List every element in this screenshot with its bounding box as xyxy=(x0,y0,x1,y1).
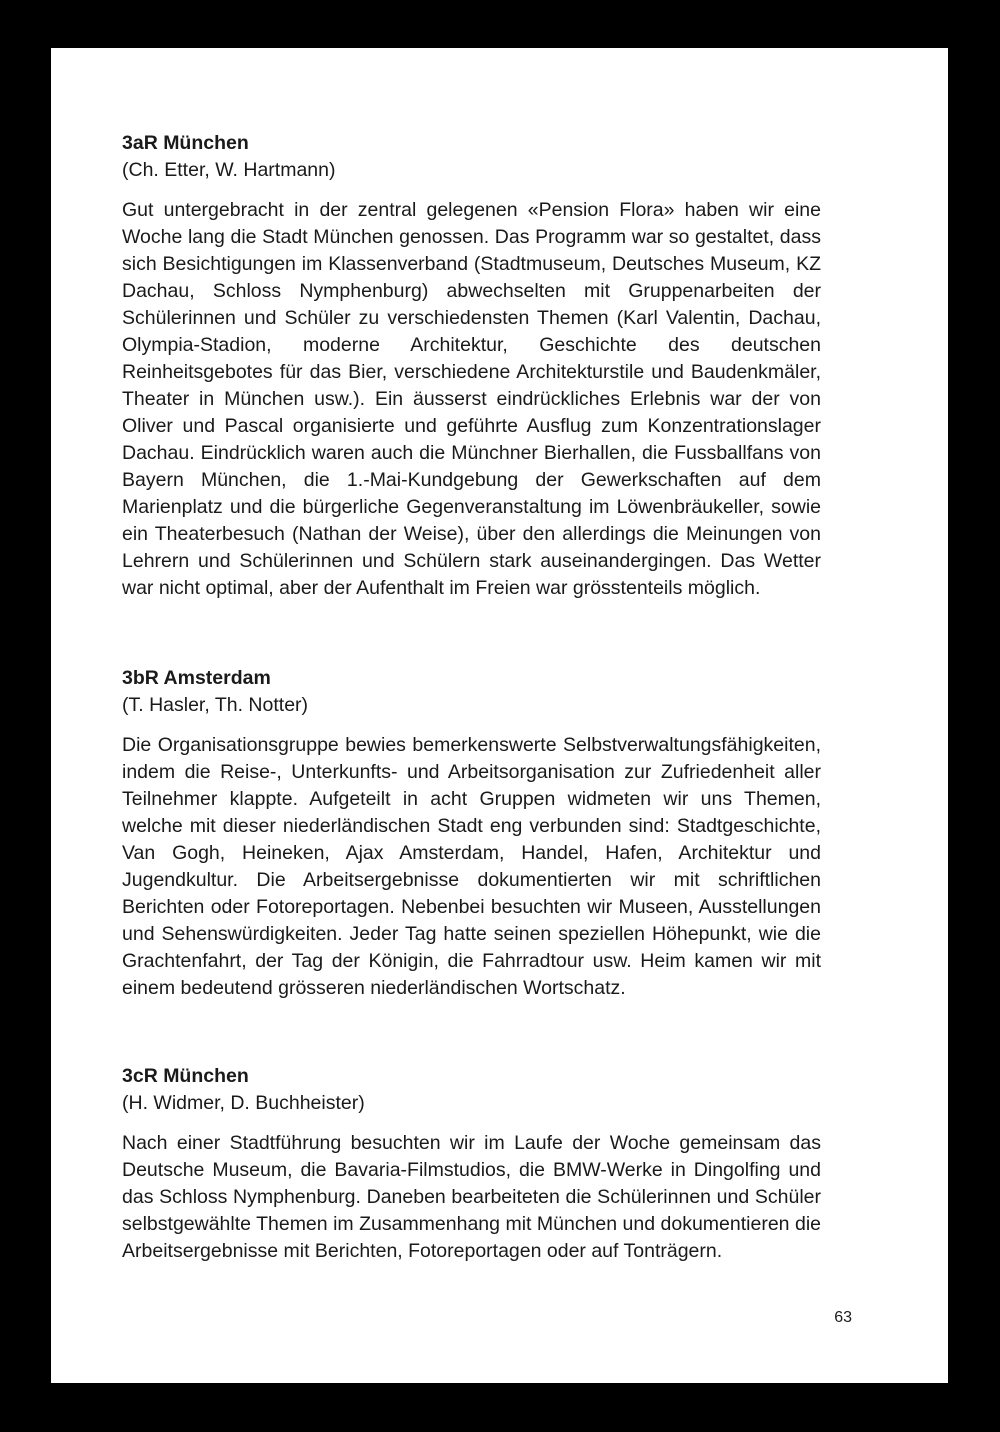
section-3cr-muenchen xyxy=(122,1063,821,1265)
section-body: Die Organisationsgruppe bewies bemerkenswerte Selbstverwaltungsfähigkeiten, indem die Reise-, Unterkunfts- und Arbeitsorganisation zur Zufriedenheit aller Teilnehmer klappte. Aufgeteilt in acht Gruppen widmeten wir uns Themen, welche mit dieser niederländischen Stadt eng verbunden sind: Stadtgeschichte, Van Gogh, Heineken, Ajax Amsterdam, Handel, Hafen, Architektur und Jugendkultur. Die Arbeitsergebnisse dokumentierten wir mit schriftlichen Berichten oder Fotoreportagen. Nebenbei besuchten wir Museen, Ausstellungen und Sehenswürdigkeiten. Jeder Tag hatte seinen speziellen Höhepunkt, wie die Grachtenfahrt, der Tag der Königin, die Fahrradtour usw. Heim kamen wir mit einem bedeutend grösseren niederländischen Wortschatz. xyxy=(122,734,821,999)
section-body: Nach einer Stadtführung besuchten wir im Laufe der Woche gemeinsam das Deutsche Museum, die Bavaria-Filmstudios, die BMW-Werke in Dingolfing und das Schloss Nymphenburg. Daneben bearbeiteten die Schülerinnen und Schüler selbstgewählte Themen im Zusammenhang mit München und dokumentieren die Arbeitsergebnisse mit Berichten, Fotoreportagen oder auf Tonträgern. xyxy=(122,1132,821,1262)
section-body: Gut untergebracht in der zentral gelegenen «Pension Flora» haben wir eine Woche lang die Stadt München genossen. Das Programm war so gestaltet, dass sich Besichtigungen im Klassenverband (Stadtmuseum, Deutsches Museum, KZ Dachau, Schloss Nymphenburg) abwechselten mit Gruppenarbeiten der Schülerinnen und Schüler zu verschiedensten Themen (Karl Valentin, Dachau, Olympia-Stadion, moderne Architektur, Geschichte des deutschen Reinheitsgebotes für das Bier, verschiedene Architekturstile und Baudenkmäler, Theater in München usw.). Ein äusserst eindrückliches Erlebnis war der von Oliver und Pascal organisierte und geführte Ausflug zum Konzentrationslager Dachau. Eindrücklich waren auch die Münchner Bierhallen, die Fussballfans von Bayern München, die 1.-Mai-Kundgebung der Gewerkschaften auf dem Marienplatz und die bürgerliche Gegenveranstaltung im Löwenbräukeller, sowie ein Theaterbesuch (Nathan der Weise), über den allerdings die Meinungen von Lehrern und Schülerinnen und Schülern stark auseinandergingen. Das Wetter war nicht optimal, aber der Aufenthalt im Freien war grösstenteils möglich. xyxy=(122,199,821,599)
section-heading: 3bR Amsterdam xyxy=(122,667,271,689)
section-3br-amsterdam xyxy=(122,665,821,1002)
section-heading: 3aR München xyxy=(122,132,249,154)
page-number: 63 xyxy=(834,1309,852,1326)
section-authors: (Ch. Etter, W. Hartmann) xyxy=(122,159,336,181)
section-3ar-muenchen xyxy=(122,130,821,602)
document-page xyxy=(51,48,948,1383)
section-heading: 3cR München xyxy=(122,1065,249,1087)
section-authors: (H. Widmer, D. Buchheister) xyxy=(122,1092,365,1114)
section-authors: (T. Hasler, Th. Notter) xyxy=(122,694,309,716)
